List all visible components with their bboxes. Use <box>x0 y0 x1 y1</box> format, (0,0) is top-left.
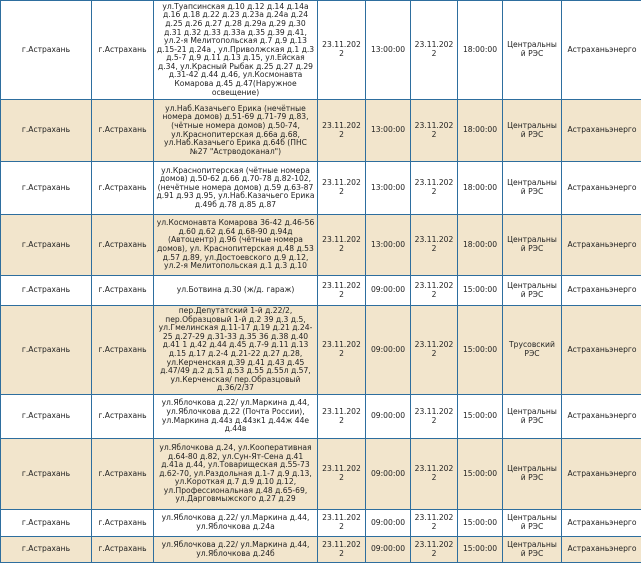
company-cell: Астраханьэнерго <box>562 215 641 276</box>
start-time-cell: 09:00:00 <box>366 395 411 439</box>
company-cell: Астраханьэнерго <box>562 162 641 215</box>
table-row <box>1 162 641 215</box>
company-cell: Астраханьэнерго <box>562 510 641 537</box>
res-cell: Центральный РЭС <box>503 537 562 563</box>
locality-cell: г.Астрахань <box>92 395 154 439</box>
locality-cell: г.Астрахань <box>92 537 154 563</box>
start-time-cell: 13:00:00 <box>366 162 411 215</box>
district-cell: г.Астрахань <box>1 215 92 276</box>
table-row <box>1 537 641 563</box>
address-cell: ул.Яблочкова д.22/ ул.Маркина д.44, ул.Яблочкова д.22 (Почта России), ул.Маркина д.44з д.44зк1 д.44ж 44е д.44в <box>154 395 318 439</box>
end-date-cell: 23.11.2022 <box>411 537 458 563</box>
locality-cell: г.Астрахань <box>92 510 154 537</box>
company-cell: Астраханьэнерго <box>562 439 641 510</box>
company-cell: Астраханьэнерго <box>562 1 641 100</box>
start-time-cell: 09:00:00 <box>366 510 411 537</box>
end-date-cell: 23.11.2022 <box>411 100 458 162</box>
district-cell: г.Астрахань <box>1 395 92 439</box>
end-date-cell: 23.11.2022 <box>411 306 458 395</box>
start-time-cell: 09:00:00 <box>366 276 411 306</box>
res-cell: Центральный РЭС <box>503 510 562 537</box>
table-row <box>1 1 641 100</box>
district-cell: г.Астрахань <box>1 162 92 215</box>
end-time-cell: 15:00:00 <box>458 395 503 439</box>
address-cell: пер.Депутатский 1-й д.22/2, пер.Образцовый 1-й д.2 39 д.3 д.5, ул.Гмелинская д.11-17 д.19 д.21 д.24-25 д.27-29 д.31-33 д.35 36 д.38 д.40 д.41 1 д.42 д.44 д.45 д.7-9 д.11 д.13 д.15 д.17 д.2-4 д.21-22 д.27 д.28, ул.Керченская д.39 д.41 д.43 д.45 д.47/49 д.2 д.51 д.53 д.55 д.55л д.57, ул.Керченская/ пер.Образцовый д.36/2/37 <box>154 306 318 395</box>
table-row <box>1 306 641 395</box>
end-time-cell: 15:00:00 <box>458 276 503 306</box>
address-cell: ул.Ботвина д.30 (ж/д. гараж) <box>154 276 318 306</box>
end-date-cell: 23.11.2022 <box>411 162 458 215</box>
start-date-cell: 23.11.2022 <box>318 510 366 537</box>
address-cell: ул.Краснопитерская (чётные номера домов) д.50-62 д.66 д.70-78 д.82-102, (нечётные номера домов) д.59 д.63-87 д.91 д.93 д.95, ул.Наб.Казачьего Ерика д.49б д.78 д.85 д.87 <box>154 162 318 215</box>
start-date-cell: 23.11.2022 <box>318 306 366 395</box>
start-date-cell: 23.11.2022 <box>318 162 366 215</box>
res-cell: Центральный РЭС <box>503 1 562 100</box>
district-cell: г.Астрахань <box>1 276 92 306</box>
locality-cell: г.Астрахань <box>92 1 154 100</box>
company-cell: Астраханьэнерго <box>562 306 641 395</box>
end-time-cell: 18:00:00 <box>458 1 503 100</box>
res-cell: Трусовский РЭС <box>503 306 562 395</box>
end-date-cell: 23.11.2022 <box>411 276 458 306</box>
district-cell: г.Астрахань <box>1 510 92 537</box>
end-date-cell: 23.11.2022 <box>411 395 458 439</box>
address-cell: ул.Космонавта Комарова 36-42 д.46-56 д.60 д.62 д.64 д.68-90 д.94д (Автоцентр) д.96 (чётные номера домов), ул. Краснопитерская д.48 д.53 д.57 д.89, ул.Достоевского д.9 д.12, ул.2-я Мелитопольская д.1 д.3 д.10 <box>154 215 318 276</box>
table-row <box>1 439 641 510</box>
company-cell: Астраханьэнерго <box>562 395 641 439</box>
start-date-cell: 23.11.2022 <box>318 100 366 162</box>
table-row <box>1 510 641 537</box>
table-row <box>1 395 641 439</box>
end-time-cell: 15:00:00 <box>458 306 503 395</box>
district-cell: г.Астрахань <box>1 306 92 395</box>
table-row <box>1 215 641 276</box>
start-time-cell: 09:00:00 <box>366 306 411 395</box>
address-cell: ул.Яблочкова д.22/ ул.Маркина д.44, ул.Яблочкова д.24а <box>154 510 318 537</box>
end-date-cell: 23.11.2022 <box>411 439 458 510</box>
locality-cell: г.Астрахань <box>92 276 154 306</box>
start-time-cell: 13:00:00 <box>366 100 411 162</box>
start-date-cell: 23.11.2022 <box>318 215 366 276</box>
district-cell: г.Астрахань <box>1 537 92 563</box>
end-time-cell: 18:00:00 <box>458 162 503 215</box>
address-cell: ул.Яблочкова д.22/ ул.Маркина д.44, ул.Яблочкова д.24б <box>154 537 318 563</box>
res-cell: Центральный РЭС <box>503 395 562 439</box>
address-cell: ул.Яблочкова д.24, ул.Кооперативная д.64-80 д.82, ул.Сун-Ят-Сена д.41 д.41а д.44, ул.Товарищеская д.55-73 д.62-70, ул.Раздольная д.1-7 д.9 д.13, ул.Короткая д.7 д.9 д.10 д.12, ул.Профессиональная д.48 д.65-69, ул.Дарговмыжского д.27 д.29 <box>154 439 318 510</box>
res-cell: Центральный РЭС <box>503 100 562 162</box>
start-date-cell: 23.11.2022 <box>318 276 366 306</box>
district-cell: г.Астрахань <box>1 1 92 100</box>
end-date-cell: 23.11.2022 <box>411 510 458 537</box>
end-date-cell: 23.11.2022 <box>411 215 458 276</box>
company-cell: Астраханьэнерго <box>562 100 641 162</box>
locality-cell: г.Астрахань <box>92 162 154 215</box>
end-date-cell: 23.11.2022 <box>411 1 458 100</box>
start-time-cell: 09:00:00 <box>366 537 411 563</box>
start-date-cell: 23.11.2022 <box>318 439 366 510</box>
start-date-cell: 23.11.2022 <box>318 537 366 563</box>
start-time-cell: 13:00:00 <box>366 1 411 100</box>
res-cell: Центральный РЭС <box>503 439 562 510</box>
locality-cell: г.Астрахань <box>92 215 154 276</box>
locality-cell: г.Астрахань <box>92 439 154 510</box>
table-row <box>1 100 641 162</box>
company-cell: Астраханьэнерго <box>562 537 641 563</box>
end-time-cell: 18:00:00 <box>458 215 503 276</box>
start-date-cell: 23.11.2022 <box>318 1 366 100</box>
res-cell: Центральный РЭС <box>503 162 562 215</box>
start-time-cell: 09:00:00 <box>366 439 411 510</box>
end-time-cell: 18:00:00 <box>458 100 503 162</box>
end-time-cell: 15:00:00 <box>458 510 503 537</box>
company-cell: Астраханьэнерго <box>562 276 641 306</box>
district-cell: г.Астрахань <box>1 439 92 510</box>
res-cell: Центральный РЭС <box>503 276 562 306</box>
locality-cell: г.Астрахань <box>92 306 154 395</box>
start-date-cell: 23.11.2022 <box>318 395 366 439</box>
end-time-cell: 15:00:00 <box>458 439 503 510</box>
res-cell: Центральный РЭС <box>503 215 562 276</box>
end-time-cell: 15:00:00 <box>458 537 503 563</box>
district-cell: г.Астрахань <box>1 100 92 162</box>
start-time-cell: 13:00:00 <box>366 215 411 276</box>
address-cell: ул.Туапсинская д.10 д.12 д.14 д.14а д.16 д.18 д.22 д.23 д.23а д.24а д.24 д.25 д.26 д.27 д.28 д.29а д.29 д.30 д.31 д.32 д.33 д.33а д.35 д.39 д.41, ул.2-я Мелитопольская д.7 д.9 д.13 д.15-21 д.24а , ул.Приволжская д.1 д.3 д.5-7 д.9 д.11 д.13 д.15, ул.Ейская д.34, ул.Красный Рыбак д.25 д.27 д.29 д.31-42 д.44 д.46, ул.Космонавта Комарова д.45 д.47(Наружное освещение) <box>154 1 318 100</box>
locality-cell: г.Астрахань <box>92 100 154 162</box>
address-cell: ул.Наб.Казачьего Ерика (нечётные номера домов) д.51-69 д.71-79 д.83, (чётные номера домов) д.50-74, ул.Краснопитерская д.66а д.68, ул.Наб.Казачьего Ерика д.64б (ПНС №27 "Астрводоканал") <box>154 100 318 162</box>
table-row <box>1 276 641 306</box>
